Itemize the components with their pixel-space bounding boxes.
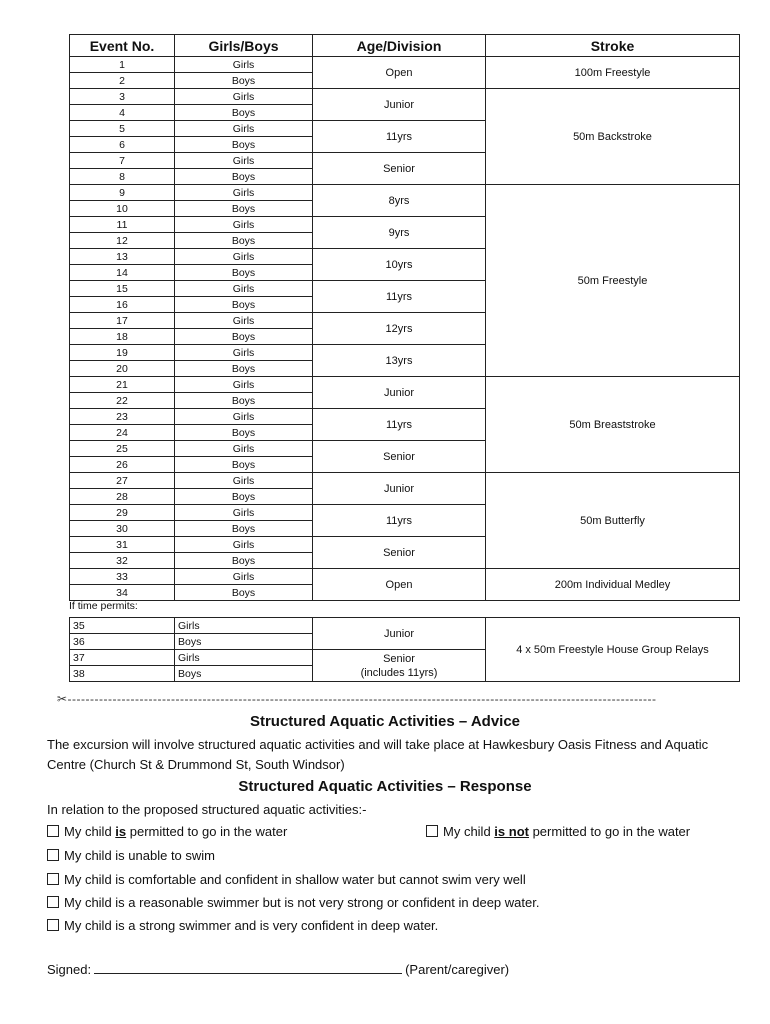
event-no: 29 xyxy=(70,505,175,521)
stroke: 200m Individual Medley xyxy=(486,569,740,601)
gender: Girls xyxy=(175,249,313,265)
stroke: 4 x 50m Freestyle House Group Relays xyxy=(486,618,740,682)
checkbox[interactable] xyxy=(47,919,59,931)
division: 11yrs xyxy=(313,409,486,441)
advice-text: The excursion will involve structured aquatic activities and will take place at Hawkesbury Oasis Fitness and Aquatic Centre (Church St & Drummond St, South Windsor) xyxy=(47,737,709,772)
event-no: 19 xyxy=(70,345,175,361)
event-no: 35 xyxy=(70,618,175,634)
events-body xyxy=(70,57,740,601)
division: Junior xyxy=(313,377,486,409)
gender: Girls xyxy=(175,345,313,361)
event-no: 33 xyxy=(70,569,175,585)
gender: Boys xyxy=(175,105,313,121)
gender: Girls xyxy=(175,505,313,521)
event-no: 27 xyxy=(70,473,175,489)
event-no: 26 xyxy=(70,457,175,473)
division: Open xyxy=(313,569,486,601)
table-row xyxy=(70,618,740,634)
header-event-no: Event No. xyxy=(70,35,175,57)
event-no: 38 xyxy=(70,666,175,682)
checkbox[interactable] xyxy=(47,896,59,908)
event-no: 21 xyxy=(70,377,175,393)
gender: Girls xyxy=(175,650,313,666)
division: Senior xyxy=(313,537,486,569)
signature-line[interactable] xyxy=(47,961,509,977)
stroke: 50m Breaststroke xyxy=(486,377,740,473)
if-time-permits-label: If time permits: xyxy=(69,600,138,612)
event-no: 31 xyxy=(70,537,175,553)
gender: Girls xyxy=(175,473,313,489)
header-stroke: Stroke xyxy=(486,35,740,57)
gender: Girls xyxy=(175,441,313,457)
option-reasonable-swimmer[interactable]: My child is a reasonable swimmer but is not very strong or confident in deep water. xyxy=(47,895,539,910)
gender: Boys xyxy=(175,201,313,217)
event-no: 23 xyxy=(70,409,175,425)
event-no: 36 xyxy=(70,634,175,650)
checkbox[interactable] xyxy=(47,849,59,861)
event-no: 8 xyxy=(70,169,175,185)
division: 11yrs xyxy=(313,505,486,537)
table-row xyxy=(70,377,740,393)
option-shallow-water[interactable]: My child is comfortable and confident in shallow water but cannot swim very well xyxy=(47,872,526,887)
response-title: Structured Aquatic Activities – Response xyxy=(238,778,532,795)
table-row xyxy=(70,57,740,73)
gender: Boys xyxy=(175,265,313,281)
event-no: 9 xyxy=(70,185,175,201)
header-age-division: Age/Division xyxy=(313,35,486,57)
gender: Girls xyxy=(175,153,313,169)
gender: Girls xyxy=(175,217,313,233)
event-no: 5 xyxy=(70,121,175,137)
event-no: 15 xyxy=(70,281,175,297)
gender: Girls xyxy=(175,281,313,297)
event-no: 24 xyxy=(70,425,175,441)
relay-table xyxy=(69,617,740,682)
checkbox[interactable] xyxy=(426,825,438,837)
division: Junior xyxy=(313,618,486,650)
event-no: 13 xyxy=(70,249,175,265)
event-no: 20 xyxy=(70,361,175,377)
gender: Boys xyxy=(175,137,313,153)
event-no: 4 xyxy=(70,105,175,121)
checkbox[interactable] xyxy=(47,825,59,837)
gender: Boys xyxy=(175,73,313,89)
stroke: 50m Freestyle xyxy=(486,185,740,377)
table-row xyxy=(70,89,740,105)
division: 10yrs xyxy=(313,249,486,281)
gender: Girls xyxy=(175,185,313,201)
gender: Girls xyxy=(175,121,313,137)
gender: Girls xyxy=(175,313,313,329)
gender: Boys xyxy=(175,425,313,441)
gender: Girls xyxy=(175,377,313,393)
gender: Boys xyxy=(175,666,313,682)
gender: Boys xyxy=(175,521,313,537)
gender: Boys xyxy=(175,361,313,377)
gender: Boys xyxy=(175,297,313,313)
option-not-permitted[interactable]: My child is not permitted to go in the water xyxy=(426,824,690,839)
stroke: 100m Freestyle xyxy=(486,57,740,89)
events-table xyxy=(69,34,740,601)
event-no: 18 xyxy=(70,329,175,345)
advice-title: Structured Aquatic Activities – Advice xyxy=(249,713,521,730)
gender: Girls xyxy=(175,409,313,425)
gender: Boys xyxy=(175,233,313,249)
division: 11yrs xyxy=(313,281,486,313)
stroke: 50m Backstroke xyxy=(486,89,740,185)
event-no: 10 xyxy=(70,201,175,217)
stroke: 50m Butterfly xyxy=(486,473,740,569)
event-no: 17 xyxy=(70,313,175,329)
division: 13yrs xyxy=(313,345,486,377)
cut-line: ✂----------------------------------------------------------------------------------------------------------------------------------- xyxy=(57,692,657,706)
gender: Girls xyxy=(175,618,313,634)
division xyxy=(313,650,486,682)
event-no: 11 xyxy=(70,217,175,233)
division: 8yrs xyxy=(313,185,486,217)
event-no: 12 xyxy=(70,233,175,249)
gender: Boys xyxy=(175,489,313,505)
division: 12yrs xyxy=(313,313,486,345)
event-no: 3 xyxy=(70,89,175,105)
response-intro: In relation to the proposed structured aquatic activities:- xyxy=(47,802,367,817)
signed-suffix: (Parent/caregiver) xyxy=(405,962,510,977)
division: Junior xyxy=(313,89,486,121)
gender: Boys xyxy=(175,393,313,409)
event-no: 14 xyxy=(70,265,175,281)
option-strong-swimmer[interactable]: My child is a strong swimmer and is very confident in deep water. xyxy=(47,918,438,933)
checkbox[interactable] xyxy=(47,873,59,885)
event-no: 2 xyxy=(70,73,175,89)
header-girls-boys: Girls/Boys xyxy=(175,35,313,57)
gender: Boys xyxy=(175,457,313,473)
gender: Girls xyxy=(175,89,313,105)
option-unable-to-swim[interactable]: My child is unable to swim xyxy=(47,848,215,863)
division: Senior xyxy=(313,153,486,185)
division: 11yrs xyxy=(313,121,486,153)
division: Senior xyxy=(313,441,486,473)
event-no: 7 xyxy=(70,153,175,169)
gender: Girls xyxy=(175,569,313,585)
division: Open xyxy=(313,57,486,89)
gender: Boys xyxy=(175,169,313,185)
event-no: 16 xyxy=(70,297,175,313)
table-header-row xyxy=(70,35,740,57)
table-row xyxy=(70,569,740,585)
division: Junior xyxy=(313,473,486,505)
event-no: 22 xyxy=(70,393,175,409)
gender: Girls xyxy=(175,537,313,553)
signed-label: Signed: xyxy=(47,962,92,977)
division-note: (includes 11yrs) xyxy=(360,666,438,679)
division: 9yrs xyxy=(313,217,486,249)
gender: Girls xyxy=(175,57,313,73)
division-senior: Senior xyxy=(383,652,415,665)
gender: Boys xyxy=(175,634,313,650)
event-no: 34 xyxy=(70,585,175,601)
event-no: 32 xyxy=(70,553,175,569)
signature-field[interactable] xyxy=(94,961,402,974)
gender: Boys xyxy=(175,329,313,345)
gender: Boys xyxy=(175,553,313,569)
event-no: 6 xyxy=(70,137,175,153)
event-no: 30 xyxy=(70,521,175,537)
event-no: 37 xyxy=(70,650,175,666)
option-permitted[interactable]: My child is permitted to go in the water xyxy=(47,824,287,839)
table-row xyxy=(70,473,740,489)
event-no: 1 xyxy=(70,57,175,73)
table-row xyxy=(70,185,740,201)
event-no: 25 xyxy=(70,441,175,457)
gender: Boys xyxy=(175,585,313,601)
event-no: 28 xyxy=(70,489,175,505)
